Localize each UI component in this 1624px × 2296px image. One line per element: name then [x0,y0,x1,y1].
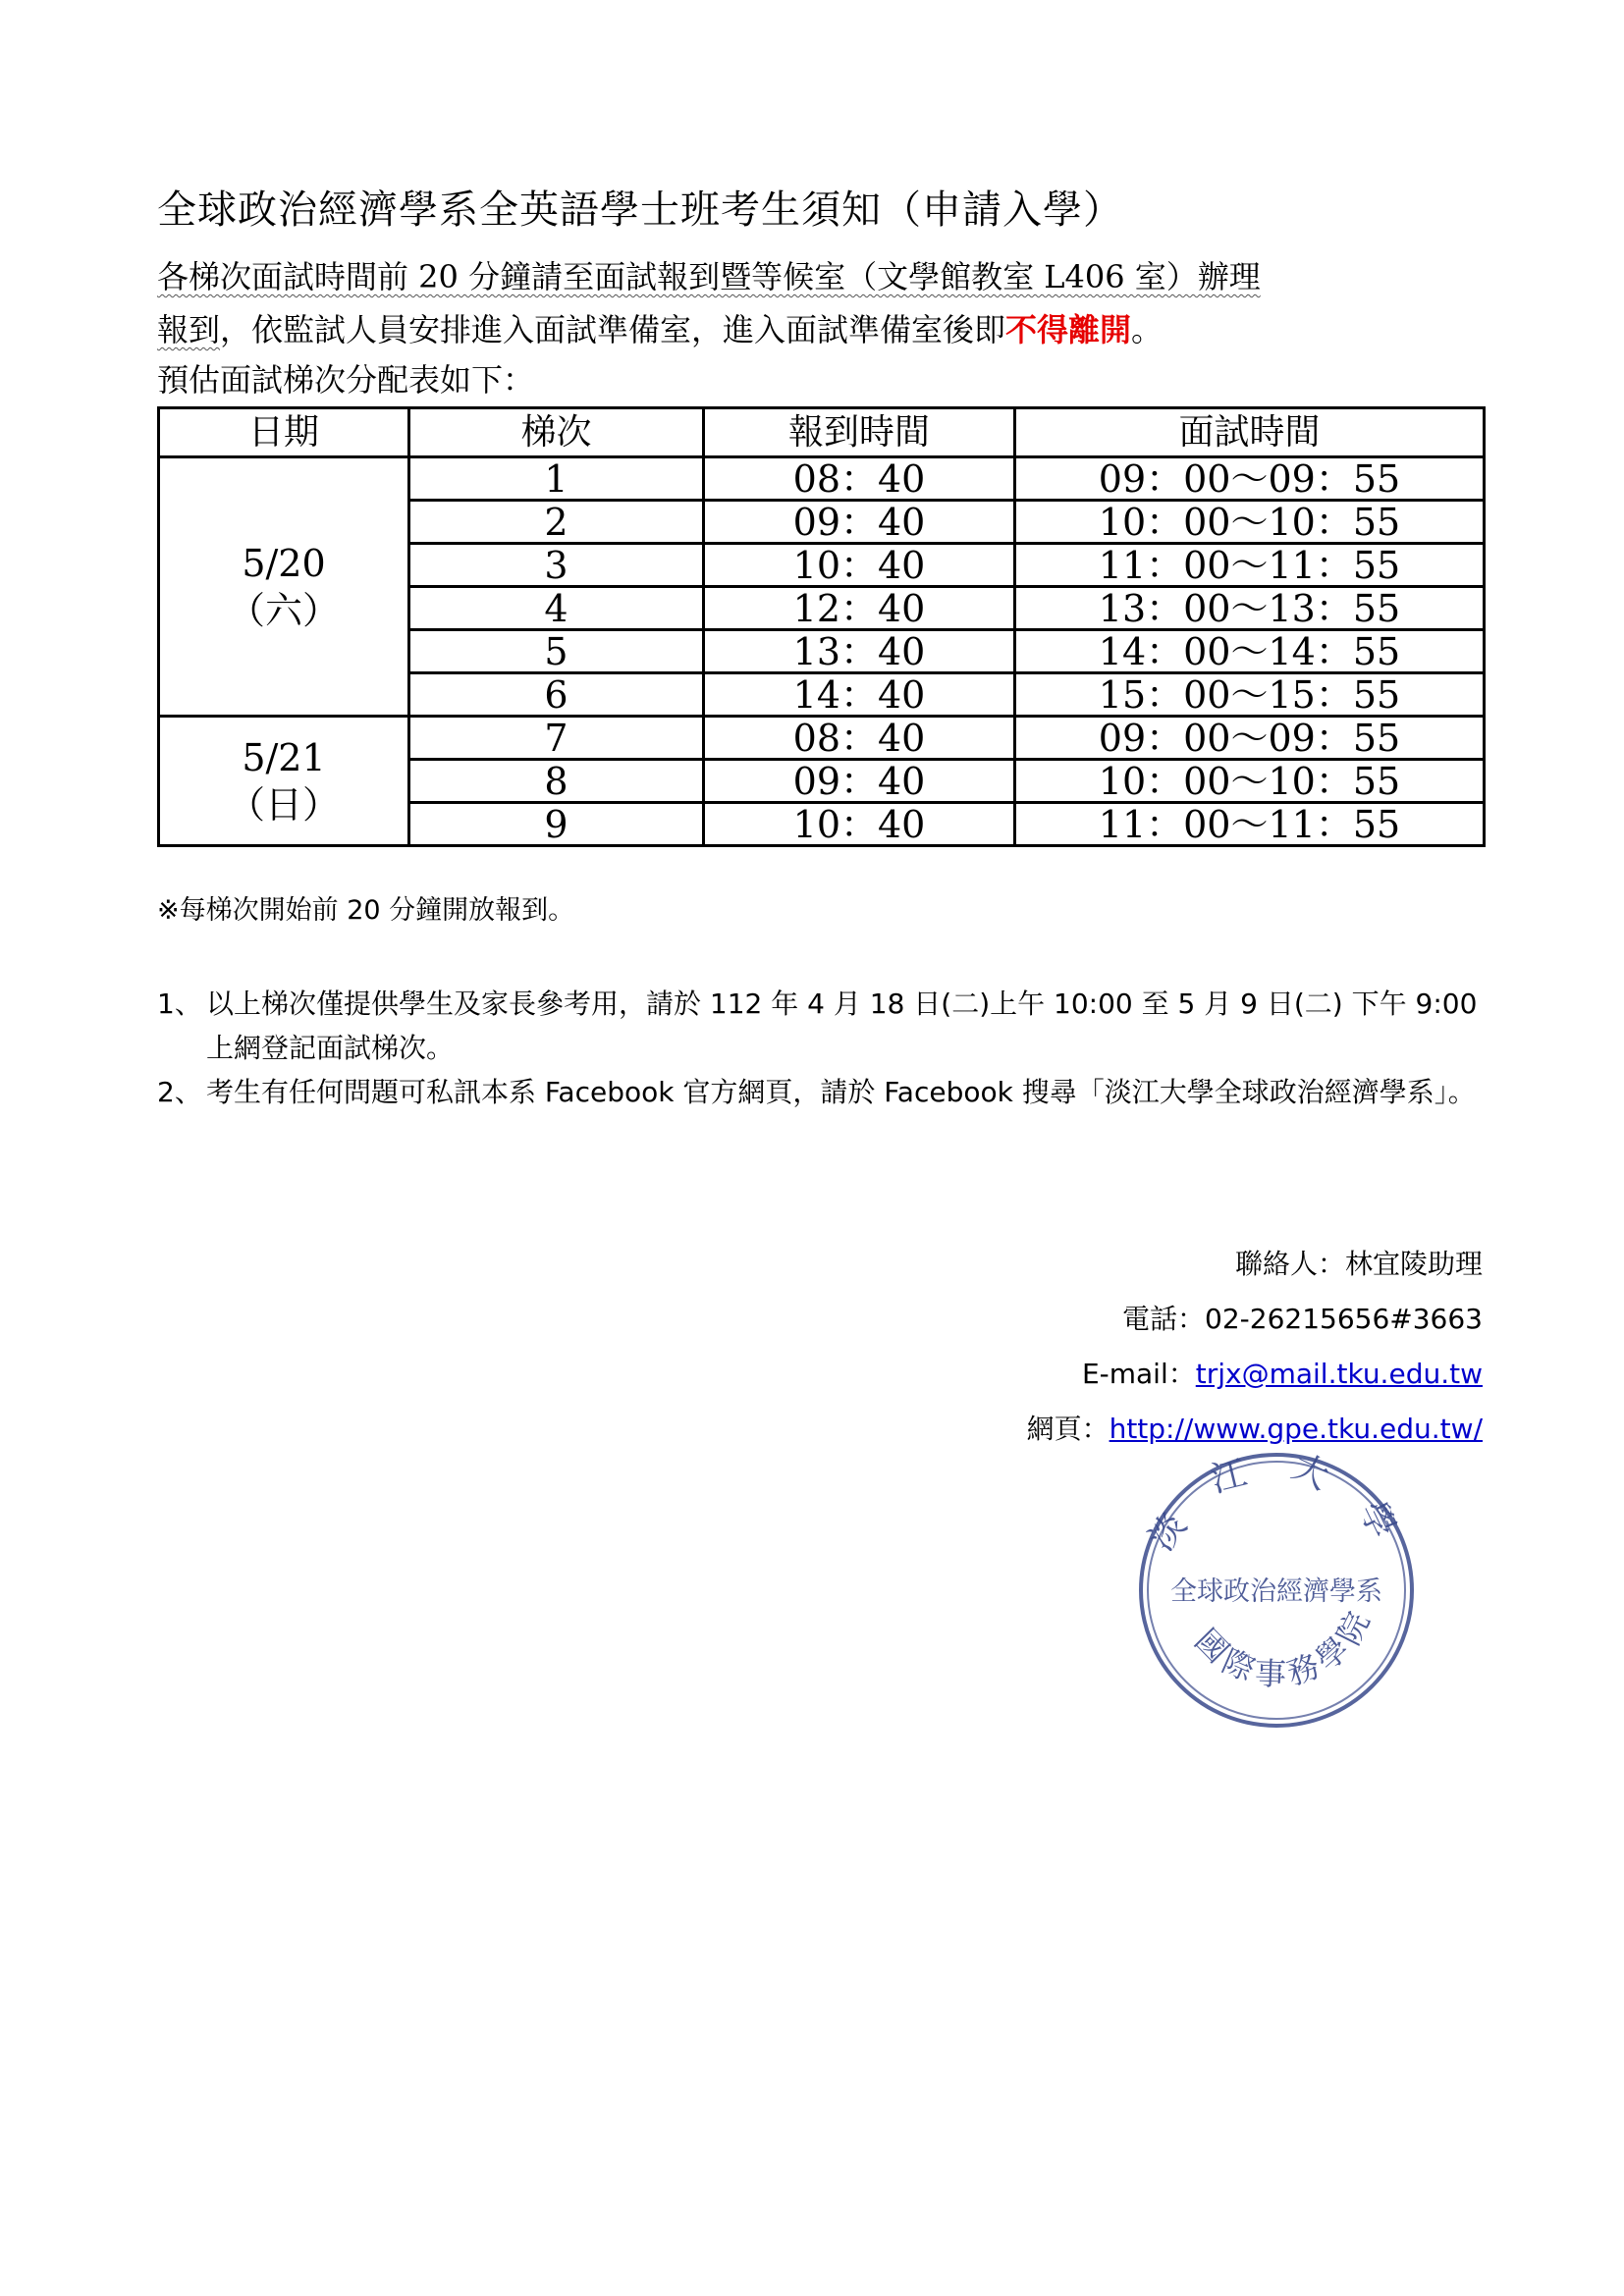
website-link[interactable]: http://www.gpe.tku.edu.tw/ [1109,1413,1483,1445]
intro-text-4: 。 [1131,311,1164,348]
note-number: 1、 [157,988,202,1020]
contact-block [1027,1237,1483,1457]
weekday-value: （日） [227,782,340,827]
date-value: 5/20 [242,541,326,585]
checkin-cell: 08：40 [704,717,1015,760]
session-cell: 5 [409,630,704,673]
session-cell: 9 [409,803,704,846]
table-header-row [159,408,1485,457]
seal-bottom-text: 國際事務學院 [1187,1600,1380,1693]
contact-phone: 02-26215656#3663 [1205,1303,1483,1335]
session-cell: 3 [409,544,704,587]
date-value: 5/21 [242,735,326,779]
weekday-value: （六） [227,588,340,632]
interview-cell: 15：00～15：55 [1015,673,1485,717]
seal-middle-text: 全球政治經濟學系 [1170,1576,1382,1607]
page-title: 全球政治經濟學系全英語學士班考生須知（申請入學） [157,187,1123,233]
contact-web-label: 網頁： [1026,1413,1110,1445]
notes-list [157,982,1483,1114]
session-cell: 1 [409,457,704,501]
interview-cell: 14：00～14：55 [1015,630,1485,673]
interview-cell: 09：00～09：55 [1015,717,1485,760]
intro-text-1: 各梯次面試時間前 20 分鐘請至面試報到暨等候室（文學館教室 L406 室）辦理 [157,258,1261,295]
svg-text:淡江大學 [1142,1444,1421,1579]
intro-text-2: 報到 [157,311,221,348]
intro-paragraph [157,250,1483,356]
session-cell: 2 [409,501,704,544]
checkin-cell: 10：40 [704,544,1015,587]
interview-cell: 13：00～13：55 [1015,587,1485,630]
session-cell: 7 [409,717,704,760]
note-text: 考生有任何問題可私訊本系 Facebook 官方網頁，請於 Facebook 搜尋「淡江大學全球政治經濟學系」。 [206,1076,1476,1108]
contact-email-line [1027,1347,1483,1402]
header-session: 梯次 [409,408,704,457]
checkin-cell: 09：40 [704,501,1015,544]
interview-cell: 10：00～10：55 [1015,501,1485,544]
table-row [159,457,1485,501]
session-cell: 8 [409,760,704,803]
date-cell [159,457,409,717]
table-footnote: ※每梯次開始前 20 分鐘開放報到。 [157,895,575,926]
interview-cell: 09：00～09：55 [1015,457,1485,501]
session-cell: 6 [409,673,704,717]
email-link[interactable]: trjx@mail.tku.edu.tw [1195,1358,1483,1390]
table-heading: 預估面試梯次分配表如下： [157,361,535,399]
header-checkin: 報到時間 [704,408,1015,457]
checkin-cell: 13：40 [704,630,1015,673]
checkin-cell: 08：40 [704,457,1015,501]
contact-person-label: 聯絡人： [1234,1248,1345,1280]
contact-email-label: E-mail： [1081,1358,1196,1390]
seal-top-text: 淡江大學 [1141,1444,1421,1580]
note-text: 以上梯次僅提供學生及家長參考用，請於 112 年 4 月 18 日(二)上午 10:00 至 5 月 9 日(二) 下午 9:00 上網登記面試梯次。 [206,988,1478,1064]
note-number: 2、 [157,1076,202,1108]
header-interview: 面試時間 [1015,408,1485,457]
checkin-cell: 09：40 [704,760,1015,803]
list-item [157,1070,1483,1114]
list-item [157,982,1483,1070]
intro-emphasis: 不得離開 [1005,311,1132,348]
interview-cell: 11：00～11：55 [1015,544,1485,587]
department-seal [1119,1443,1434,1737]
contact-phone-label: 電話： [1122,1303,1206,1335]
checkin-cell: 14：40 [704,673,1015,717]
contact-person-line [1027,1237,1483,1292]
interview-cell: 11：00～11：55 [1015,803,1485,846]
table-row [159,717,1485,760]
interview-cell: 10：00～10：55 [1015,760,1485,803]
session-cell: 4 [409,587,704,630]
contact-person: 林宜陵助理 [1344,1248,1483,1280]
contact-phone-line [1027,1292,1483,1347]
checkin-cell: 10：40 [704,803,1015,846]
intro-text-3: ，依監試人員安排進入面試準備室，進入面試準備室後即 [220,311,1006,348]
svg-text:國際事務學院 [1188,1601,1380,1693]
schedule-table [157,406,1486,847]
header-date: 日期 [159,408,409,457]
checkin-cell: 12：40 [704,587,1015,630]
date-cell [159,717,409,846]
